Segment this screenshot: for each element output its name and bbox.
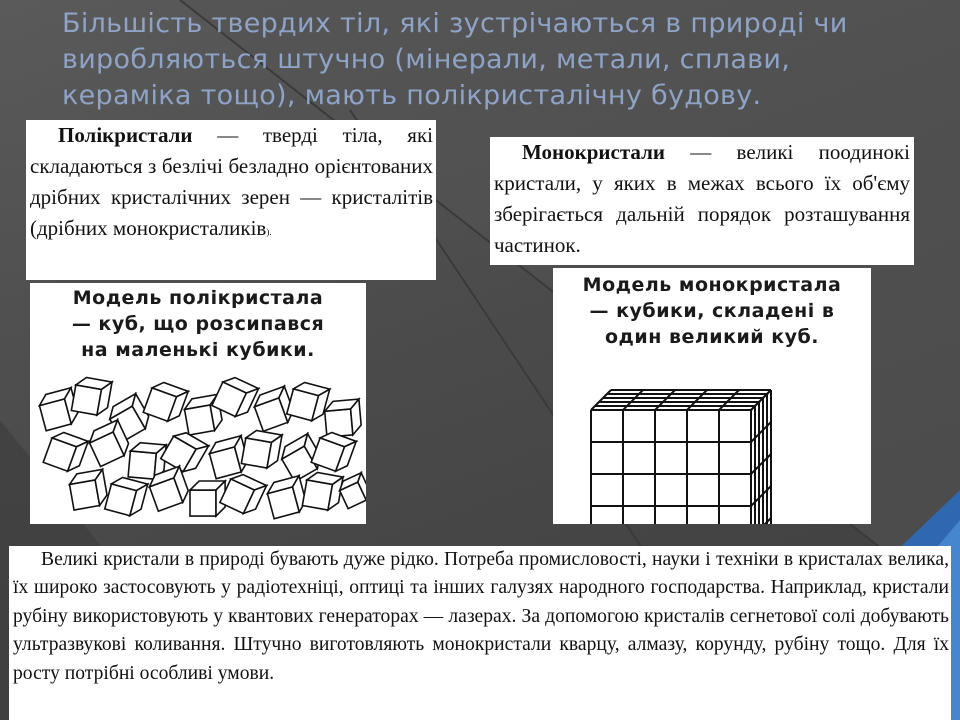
small-cube [220, 471, 267, 518]
polycrystal-model-image [30, 283, 366, 524]
small-cube [71, 376, 112, 417]
title-line: Більшість твердих тіл, які зустрічаються в природі чи [62, 8, 848, 39]
slide-title [62, 6, 932, 114]
monocrystals-definition-text: — великі поодинокі кристали, у яких в межах всього їх об'єму зберігається дальній порядок розташування частинок. [494, 140, 910, 257]
small-cube [190, 481, 225, 516]
small-cube [43, 429, 88, 474]
monocrystal-model-image [553, 268, 871, 524]
small-cube [68, 469, 109, 510]
polycrystals-definition-tail: ). [266, 227, 272, 237]
polycrystals-definition [26, 120, 436, 280]
caption-line: Модель полікристала [72, 287, 324, 309]
title-line: кераміка тощо), мають полікристалічну будову. [62, 80, 762, 111]
small-cube [302, 471, 343, 512]
small-cube [161, 428, 209, 476]
polycrystals-definition-text: — тверді тіла, які складаються з безлічі безладно орієнтованих дрібних кристалічних зерен — кристалітів (дрібних монокристаликів [30, 123, 433, 240]
small-cube [265, 476, 308, 519]
bottom-paragraph-text: Великі кристали в природі бувають дуже рідко. Потреба промисловості, науки і техніки в кристалах велика, їх широко застосовують у радіотехніці, оптиці та інших галузях народного господарства. Наприклад, кристали рубіну використовують у квантових генераторах — лазерах. За допомогою кристалів сегнетової солі добувають ультразвукові коливання. Штучно виготовляють монокристали кварцу, алмазу, корунду, рубіну тощо. Для їх росту потрібні особливі умови. [13, 549, 949, 684]
scattered-cubes-drawing [30, 283, 366, 524]
bottom-paragraph [9, 546, 951, 720]
title-line: виробляються штучно (мінерали, метали, сплави, [62, 44, 791, 75]
caption-line: один великий куб. [605, 326, 819, 348]
monocrystals-term: Монокристали [522, 140, 665, 164]
small-cube [324, 399, 362, 437]
caption-line: Модель монокристала [582, 274, 842, 296]
caption-line: — кубики, складені в [589, 300, 835, 322]
caption-line: на маленькі кубики. [81, 339, 315, 361]
monocrystals-definition [490, 137, 914, 265]
cube-grid-drawing [553, 268, 871, 524]
small-cube [287, 380, 330, 423]
small-cube [241, 429, 282, 470]
caption-line: — куб, що розсипався [71, 313, 325, 335]
small-cube [143, 379, 188, 424]
polycrystals-term: Полікристали [58, 123, 193, 147]
small-cube [105, 475, 148, 518]
